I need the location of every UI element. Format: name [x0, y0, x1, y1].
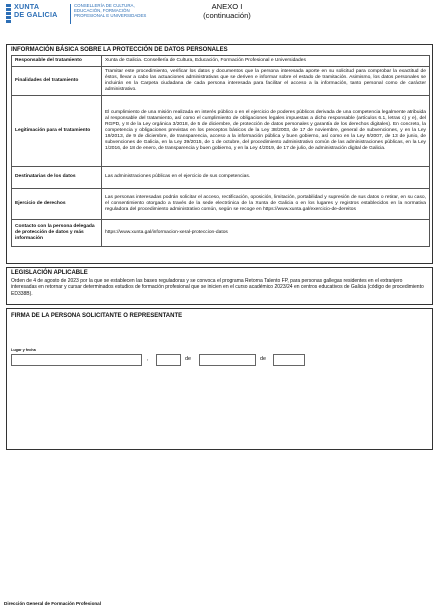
xunta-logo [6, 3, 66, 25]
footer-text: Dirección General de Formación Profesional [4, 601, 102, 606]
legislation-title: LEGISLACIÓN APLICABLE [11, 270, 88, 276]
legislation-text: Orden de 4 de agosto de 2023 por la que se establecen las bases reguladoras y se convoca el programa Retorna Talento FP, para personas gallegas residentes en el extranjero interesadas en retornar y cursar determinados estudios de formación profesional que se inicien en el curso académico 2023/24 en centros educativos de Galicia (código de procedimiento ED338B). [11, 278, 424, 297]
row-value: Xunta de Galicia. Consellería de Cultura, Educación, Formación Profesional e Universidades [102, 56, 430, 67]
table-row [12, 96, 430, 167]
table-row [12, 189, 430, 220]
xunta-logo-mark-icon [6, 4, 11, 22]
row-label: Finalidades del tratamiento [12, 67, 102, 96]
signature-section [6, 308, 433, 450]
table-row [12, 67, 430, 96]
page-header [0, 0, 439, 32]
row-label: Responsable del tratamiento [12, 56, 102, 67]
row-label: Destinatarias de los datos [12, 167, 102, 189]
annex-subtitle: (continuación) [203, 11, 251, 20]
row-value: Tramitar este procedimiento, verificar los datos y documentos que la persona interesada aporte en su solicitud para comprobar la exactitud de éstos, llevar a cabo las actuaciones administrativas que se deriven e informar sobre el estado de tramitación. Asimismo, los datos personales se incluirán en la Carpeta ciudadana de cada persona interesada para facilitar el acceso a la información, tanto personal como de carácter administrativo. [102, 67, 430, 96]
day-input[interactable] [156, 354, 181, 366]
department-name: CONSELLERÍA DE CULTURA, EDUCACIÓN, FORMACIÓN PROFESIONAL E UNIVERSIDADES [74, 3, 147, 18]
row-label: Contacto con la persona delegada de protección de datos y más información [12, 220, 102, 247]
place-date-label: Lugar y fecha [11, 348, 36, 352]
de-label-1: de [185, 356, 191, 362]
comma-separator: , [147, 356, 149, 362]
annex-title: ANEXO I [211, 2, 243, 11]
year-input[interactable] [273, 354, 305, 366]
data-protection-section [6, 44, 433, 264]
row-value [102, 220, 430, 247]
data-protection-table [11, 55, 430, 247]
logo-line-2: DE GALICIA [14, 10, 58, 19]
row-value: Las administraciones públicas en el ejercicio de sus competencias. [102, 167, 430, 189]
de-label-2: de [260, 356, 266, 362]
place-input[interactable] [11, 354, 142, 366]
data-protection-title: INFORMACIÓN BÁSICA SOBRE LA PROTECCIÓN DE DATOS PERSONALES [11, 47, 228, 53]
row-value: Las personas interesadas podrán solicitar el acceso, rectificación, oposición, limitación, portabilidad y supresión de sus datos o retirar, en su caso, el consentimiento otorgado a través de la sede electrónica de la Xunta de Galicia o en los lugares y registros establecidos en la normativa reguladora del procedimiento administrativo común, según se recoge en https://www.xunta.gal/exercicio-de-dereitos [102, 189, 430, 220]
table-row [12, 220, 430, 247]
table-row [12, 56, 430, 67]
month-input[interactable] [199, 354, 256, 366]
signature-title: FIRMA DE LA PERSONA SOLICITANTE O REPRESENTANTE [11, 313, 183, 319]
privacy-info-link[interactable]: https://www.xunta.gal/informacion-xeral-proteccion-datos [105, 229, 228, 235]
header-divider [70, 4, 71, 24]
row-label: Ejercicio de derechos [12, 189, 102, 220]
row-value: El cumplimiento de una misión realizada en interés público o en el ejercicio de poderes públicos derivada de una competencia legalmente atribuida al responsable del tratamiento, así como el cumplimiento de obligaciones legales impuestas a dicho responsable (artículos 6.1, letras c) y e), del RGPD, y 8 de la Ley orgánica 3/2018, de 5 de diciembre, de protección de datos personales y garantía de los derechos digitales). En concreto, la competencia y obligaciones previstas en los preceptos básicos de la Ley 38/2003, de 17 de noviembre, general de subvenciones, y en la Ley 19/2013, de 9 de diciembre, de transparencia, acceso a la información pública y buen gobierno, así como en la Ley 9/2007, de 13 de junio, de subvenciones de Galicia, en la Ley 39/2015, de 1 de octubre, del procedimiento administrativo común de las administraciones públicas, en la Ley 1/2016, de 18 de enero, de transparencia y buen gobierno, y en la Ley 4/2019, de 17 de julio, de administración digital de Galicia. [102, 96, 430, 167]
row-label: Legitimación para el tratamiento [12, 96, 102, 167]
table-row [12, 167, 430, 189]
logo-line-1: XUNTA [14, 2, 40, 11]
legislation-section [6, 267, 433, 305]
annex-heading [188, 2, 266, 20]
